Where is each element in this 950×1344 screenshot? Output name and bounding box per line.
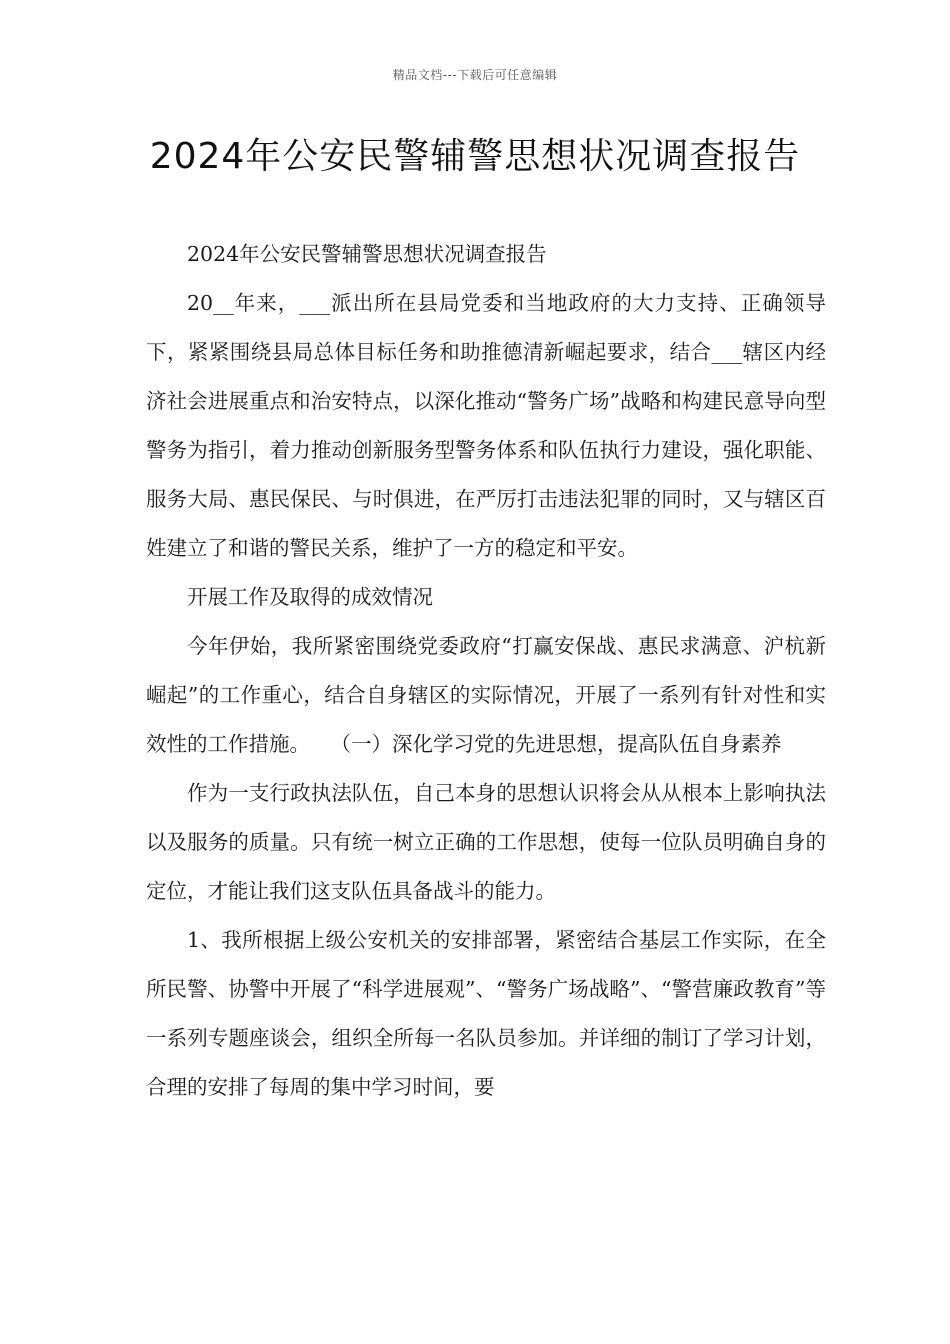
document-title: 2024年公安民警辅警思想状况调查报告	[149, 136, 801, 177]
work-paragraph: 今年伊始，我所紧密围绕党委政府“打赢安保战、惠民求满意、沪杭新崛起”的工作重心，结合自身辖区的实际情况，开展了一系列有针对性和实效性的工作措施。 （一）深化学习党的先进思想，提高队伍自身素养	[146, 634, 826, 756]
item-1-paragraph: 1、我所根据上级公安机关的安排部署，紧密结合基层工作实际，在全所民警、协警中开展了“科学进展观”、“警务广场战略”、“警营廉政教育”等一系列专题座谈会，组织全所每一名队员参加。并详细的制订了学习计划，合理的安排了每周的集中学习时间，要	[146, 928, 826, 1099]
document-body	[146, 230, 826, 1112]
team-paragraph: 作为一支行政执法队伍，自己本身的思想认识将会从从根本上影响执法以及服务的质量。只有统一树立正确的工作思想，使每一位队员明确自身的定位，才能让我们这支队伍具备战斗的能力。	[146, 781, 826, 903]
subtitle-paragraph: 2024年公安民警辅警思想状况调查报告	[187, 242, 547, 266]
header-note: 精品文档---下载后可任意编辑	[392, 68, 558, 82]
intro-paragraph: 20__年来，___派出所在县局党委和当地政府的大力支持、正确领导下，紧紧围绕县局总体目标任务和助推德清新崛起要求，结合___辖区内经济社会进展重点和治安特点，以深化推动“警务广场”战略和构建民意导向型警务为指引，着力推动创新服务型警务体系和队伍执行力建设，强化职能、服务大局、惠民保民、与时俱进，在严厉打击违法犯罪的同时，又与辖区百姓建立了和谐的警民关系，维护了一方的稳定和平安。	[146, 291, 826, 560]
section-heading: 开展工作及取得的成效情况	[187, 585, 433, 609]
